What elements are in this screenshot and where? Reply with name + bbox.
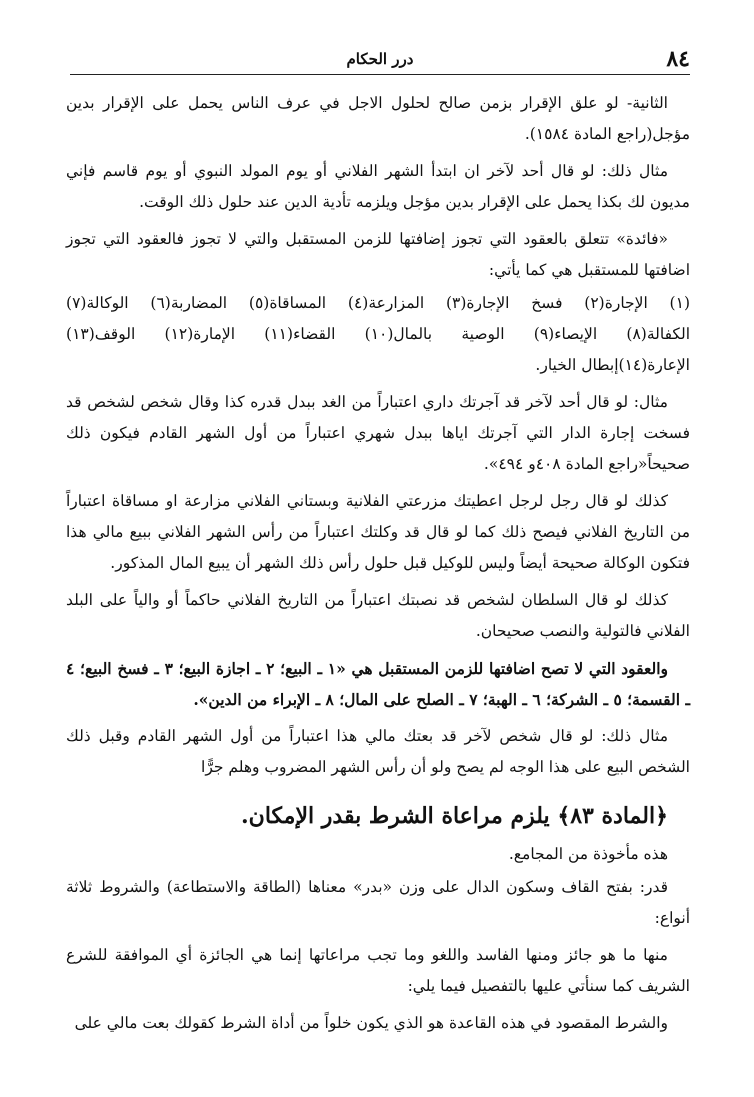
page-body [66,88,690,1045]
contracts-list-line: الإعارة(١٤)إبطال الخيار. [535,356,690,374]
paragraph-source: هذه مأخوذة من المجامع. [508,845,668,863]
paragraph-sultan: كذلك لو قال السلطان لشخص قد نصبتك اعتباراً من التاريخ الفلاني حاكماً أو والياً على البلد الفلاني فالتولية والنصب صحيحان. [66,591,690,640]
paragraph-definition: قدر: بفتح القاف وسكون الدال على وزن «بدر» معناها (الطاقة والاستطاعة) والشروط ثلاثة أنواع: [66,878,690,927]
paragraph-agency: كذلك لو قال رجل لرجل اعطيتك مزرعتي الفلانية وبستاني الفلاني مزارعة او مساقاة اعتباراً من التاريخ الفلاني فيصح ذلك كما لو قال قد وكلتك اعتباراً من رأس الشهر الفلاني ببيع مالي هذا فتكون الوكالة صحيحة أيضاً وليس للوكيل قبل حلول رأس ذلك الشهر أن يبيع المال المذكور. [66,492,690,572]
contracts-list-line: الكفالة(٨) الإيصاء(٩) الوصية بالمال(١٠) القضاء(١١) الإمارة(١٢) الوقف(١٣) [66,325,690,343]
page-number: ٨٤ [666,46,690,72]
paragraph-non-deferrable-contracts: والعقود التي لا تصح اضافتها للزمن المستقبل هي «١ ـ البيع؛ ٢ ـ اجازة البيع؛ ٣ ـ فسخ البيع؛ ٤ ـ القسمة؛ ٥ ـ الشركة؛ ٦ ـ الهبة؛ ٧ ـ الصلح على المال؛ ٨ ـ الإبراء من الدين». [66,659,690,709]
paragraph-example-2: مثال: لو قال أحد لآخر قد آجرتك داري اعتباراً من الغد ببدل قدره كذا وقال شخص لشخص قد فسخت إجارة الدار التي آجرتك اياها ببدل شهري اعتباراً من أول الشهر القادم فيكون ذلك صحيحاً«راجع المادة ٤٠٨و ٤٩٤». [66,393,690,473]
paragraph-note: «فائدة» تتعلق بالعقود التي تجوز إضافتها للزمن المستقبل والتي لا تجوز فالعقود التي تجوز اضافتها للمستقبل هي كما يأتي: [66,230,690,279]
paragraph-example-1: مثال ذلك: لو قال أحد لآخر ان ابتدأ الشهر الفلاني أو يوم المولد النبوي أو يوم قاسم فإني مديون لك بكذا يحمل على الإقرار بدين مؤجل ويلزمه تأدية الدين عند حلول ذلك الوقت. [66,162,690,211]
paragraph-condition-types: منها ما هو جائز ومنها الفاسد واللغو وما تجب مراعاتها إنما هي الجائزة أي الموافقة للشرع الشريف كما سنأتي عليها بالتفصيل فيما يلي: [66,946,690,995]
paragraph-intended-condition: والشرط المقصود في هذه القاعدة هو الذي يكون خلواً من أداة الشرط كقولك بعت مالي على [74,1014,668,1032]
running-header [70,44,690,75]
paragraph-example-3: مثال ذلك: لو قال شخص لآخر قد بعتك مالي هذا اعتباراً من أول الشهر القادم وقبل ذلك الشخص البيع على هذا الوجه لم يصح ولو أن رأس الشهر المضروب وهلم جرًّا [66,727,690,776]
paragraph-second-case: الثانية- لو علق الإقرار بزمن صالح لحلول الاجل في عرف الناس يحمل على الإقرار بدين مؤجل(راجع المادة ١٥٨٤). [66,94,690,143]
contracts-list-line: (١) الإجارة(٢) فسخ الإجارة(٣) المزارعة(٤) المساقاة(٥) المضاربة(٦) الوكالة(٧) [66,294,690,312]
contracts-list [66,288,690,381]
article-title: ﴿المادة ٨٣﴾ يلزم مراعاة الشرط بقدر الإمكان. [241,803,668,829]
running-title: درر الحكام [346,50,414,68]
